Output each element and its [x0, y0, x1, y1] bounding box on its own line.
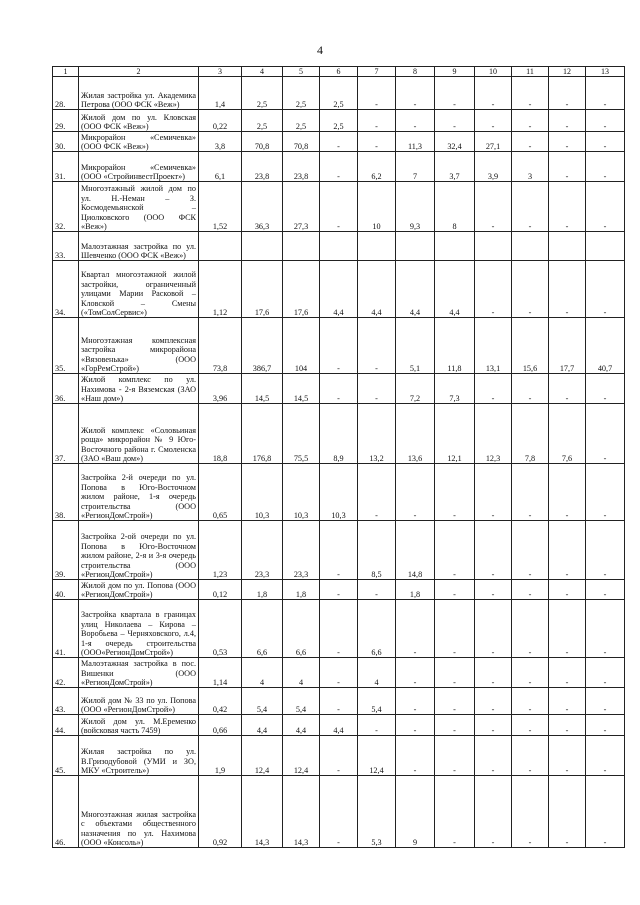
- table-row: [53, 736, 625, 776]
- table-row: [53, 464, 625, 521]
- object-name: Жилой дом № 33 по ул. Попова (ООО «РегионДомСтрой»): [79, 688, 199, 715]
- row-number: 33.: [53, 232, 79, 261]
- value-cell: 7,8: [512, 404, 549, 464]
- column-header: 2: [79, 67, 199, 77]
- table-row: [53, 261, 625, 318]
- object-name: Жилой дом по ул. Кловская (ООО ФСК «Веж»): [79, 110, 199, 132]
- value-cell: 8: [435, 182, 475, 232]
- value-cell: -: [512, 374, 549, 404]
- value-cell: 75,5: [283, 404, 320, 464]
- value-cell: [475, 232, 512, 261]
- value-cell: -: [320, 688, 358, 715]
- value-cell: -: [475, 464, 512, 521]
- row-number: 38.: [53, 464, 79, 521]
- value-cell: 12,4: [358, 736, 396, 776]
- row-number: 37.: [53, 404, 79, 464]
- value-cell: 11,3: [396, 132, 435, 152]
- value-cell: 1,8: [283, 580, 320, 600]
- value-cell: -: [358, 110, 396, 132]
- value-cell: 1,8: [242, 580, 283, 600]
- value-cell: -: [512, 110, 549, 132]
- value-cell: -: [320, 152, 358, 182]
- column-header: 4: [242, 67, 283, 77]
- table-row: [53, 658, 625, 688]
- row-number: 28.: [53, 77, 79, 110]
- value-cell: 2,5: [283, 77, 320, 110]
- column-header: 5: [283, 67, 320, 77]
- value-cell: 23,8: [242, 152, 283, 182]
- value-cell: 27,3: [283, 182, 320, 232]
- value-cell: -: [549, 776, 586, 848]
- value-cell: [358, 232, 396, 261]
- value-cell: 5,4: [242, 688, 283, 715]
- value-cell: 0,92: [199, 776, 242, 848]
- value-cell: -: [586, 776, 625, 848]
- value-cell: 0,53: [199, 600, 242, 658]
- value-cell: 1,12: [199, 261, 242, 318]
- value-cell: 6,6: [242, 600, 283, 658]
- value-cell: -: [358, 77, 396, 110]
- table-row: [53, 600, 625, 658]
- value-cell: -: [475, 776, 512, 848]
- value-cell: [549, 232, 586, 261]
- value-cell: -: [475, 182, 512, 232]
- value-cell: 7,3: [435, 374, 475, 404]
- column-header: 3: [199, 67, 242, 77]
- column-header: 1: [53, 67, 79, 77]
- page-number: 4: [317, 43, 323, 57]
- value-cell: -: [396, 688, 435, 715]
- value-cell: 4,4: [435, 261, 475, 318]
- value-cell: -: [512, 580, 549, 600]
- row-number: 39.: [53, 521, 79, 580]
- value-cell: -: [320, 776, 358, 848]
- value-cell: 23,3: [283, 521, 320, 580]
- table-row: [53, 715, 625, 736]
- value-cell: 17,6: [283, 261, 320, 318]
- value-cell: 104: [283, 318, 320, 374]
- value-cell: -: [586, 521, 625, 580]
- value-cell: -: [435, 715, 475, 736]
- value-cell: -: [586, 600, 625, 658]
- value-cell: -: [435, 776, 475, 848]
- value-cell: -: [586, 374, 625, 404]
- value-cell: 4: [283, 658, 320, 688]
- value-cell: -: [435, 736, 475, 776]
- value-cell: -: [549, 374, 586, 404]
- value-cell: -: [549, 658, 586, 688]
- value-cell: 14,8: [396, 521, 435, 580]
- value-cell: -: [549, 521, 586, 580]
- value-cell: -: [358, 580, 396, 600]
- value-cell: -: [396, 715, 435, 736]
- table-row: [53, 776, 625, 848]
- object-name: Многоэтажная жилая застройка с объектами общественного назначения по ул. Нахимова (ООО «Консоль»): [79, 776, 199, 848]
- row-number: 32.: [53, 182, 79, 232]
- value-cell: 14,5: [283, 374, 320, 404]
- value-cell: 17,7: [549, 318, 586, 374]
- table-row: [53, 182, 625, 232]
- value-cell: -: [512, 132, 549, 152]
- value-cell: -: [320, 132, 358, 152]
- value-cell: -: [512, 182, 549, 232]
- value-cell: 4: [358, 658, 396, 688]
- value-cell: -: [435, 580, 475, 600]
- value-cell: -: [512, 736, 549, 776]
- value-cell: -: [549, 132, 586, 152]
- value-cell: 23,3: [242, 521, 283, 580]
- value-cell: -: [512, 715, 549, 736]
- value-cell: 36,3: [242, 182, 283, 232]
- value-cell: 5,4: [358, 688, 396, 715]
- column-header: 13: [586, 67, 625, 77]
- value-cell: 18,8: [199, 404, 242, 464]
- value-cell: -: [549, 715, 586, 736]
- value-cell: -: [435, 658, 475, 688]
- value-cell: 4,4: [396, 261, 435, 318]
- row-number: 35.: [53, 318, 79, 374]
- value-cell: 6,6: [283, 600, 320, 658]
- value-cell: -: [435, 77, 475, 110]
- table-body: [53, 77, 625, 848]
- value-cell: 4: [242, 658, 283, 688]
- value-cell: 4,4: [242, 715, 283, 736]
- value-cell: -: [396, 77, 435, 110]
- row-number: 34.: [53, 261, 79, 318]
- value-cell: -: [435, 521, 475, 580]
- value-cell: -: [475, 77, 512, 110]
- value-cell: -: [320, 580, 358, 600]
- object-name: Микрорайон «Семичевка» (ООО ФСК «Веж»): [79, 132, 199, 152]
- value-cell: -: [358, 464, 396, 521]
- value-cell: -: [475, 521, 512, 580]
- value-cell: 4,4: [320, 261, 358, 318]
- object-name: Жилой комплекс «Соловьиная роща» микрорайон № 9 Юго-Восточного района г. Смоленска (ЗАО «Ваш дом»): [79, 404, 199, 464]
- value-cell: 15,6: [512, 318, 549, 374]
- value-cell: -: [586, 715, 625, 736]
- value-cell: -: [586, 261, 625, 318]
- value-cell: -: [512, 688, 549, 715]
- value-cell: 40,7: [586, 318, 625, 374]
- value-cell: 14,5: [242, 374, 283, 404]
- row-number: 30.: [53, 132, 79, 152]
- value-cell: 70,8: [283, 132, 320, 152]
- row-number: 42.: [53, 658, 79, 688]
- value-cell: 0,22: [199, 110, 242, 132]
- value-cell: -: [512, 658, 549, 688]
- object-name: Жилой комплекс по ул. Нахимова - 2-я Вяземская (ЗАО «Наш дом»): [79, 374, 199, 404]
- value-cell: -: [549, 182, 586, 232]
- object-name: Застройка 2-й очереди по ул. Попова в Юго-Восточном жилом районе, 1-я очередь строительства (ООО «РегионДомСтрой»): [79, 464, 199, 521]
- row-number: 29.: [53, 110, 79, 132]
- value-cell: 0,12: [199, 580, 242, 600]
- value-cell: 4,4: [358, 261, 396, 318]
- value-cell: -: [586, 580, 625, 600]
- value-cell: -: [586, 77, 625, 110]
- object-name: Малоэтажная застройка в пос. Вишенки (ООО «РегионДомСтрой»): [79, 658, 199, 688]
- value-cell: [512, 232, 549, 261]
- value-cell: 3,96: [199, 374, 242, 404]
- value-cell: -: [475, 736, 512, 776]
- table-row: [53, 152, 625, 182]
- value-cell: 4,4: [283, 715, 320, 736]
- table-row: [53, 521, 625, 580]
- value-cell: 12,4: [242, 736, 283, 776]
- value-cell: 5,4: [283, 688, 320, 715]
- row-number: 45.: [53, 736, 79, 776]
- value-cell: 3,8: [199, 132, 242, 152]
- value-cell: -: [586, 464, 625, 521]
- value-cell: -: [549, 580, 586, 600]
- value-cell: 7,2: [396, 374, 435, 404]
- value-cell: 0,65: [199, 464, 242, 521]
- value-cell: -: [586, 152, 625, 182]
- value-cell: 1,23: [199, 521, 242, 580]
- value-cell: -: [475, 580, 512, 600]
- object-name: Застройка квартала в границах улиц Николаева – Кирова – Воробьева – Черняховского, л.4, 1-я очередь строительства (ООО«РегионДомСтрой»): [79, 600, 199, 658]
- column-header: 8: [396, 67, 435, 77]
- value-cell: 9,3: [396, 182, 435, 232]
- value-cell: 10,3: [283, 464, 320, 521]
- value-cell: 6,6: [358, 600, 396, 658]
- value-cell: 32,4: [435, 132, 475, 152]
- table-row: [53, 318, 625, 374]
- value-cell: -: [475, 261, 512, 318]
- value-cell: -: [320, 374, 358, 404]
- value-cell: 2,5: [320, 77, 358, 110]
- value-cell: 12,1: [435, 404, 475, 464]
- value-cell: -: [358, 132, 396, 152]
- value-cell: 6,2: [358, 152, 396, 182]
- value-cell: 23,8: [283, 152, 320, 182]
- value-cell: [586, 232, 625, 261]
- value-cell: -: [320, 182, 358, 232]
- row-number: 41.: [53, 600, 79, 658]
- value-cell: 4,4: [320, 715, 358, 736]
- table-row: [53, 404, 625, 464]
- value-cell: -: [512, 77, 549, 110]
- value-cell: -: [320, 521, 358, 580]
- column-header: 6: [320, 67, 358, 77]
- value-cell: -: [475, 658, 512, 688]
- value-cell: 10: [358, 182, 396, 232]
- value-cell: 0,66: [199, 715, 242, 736]
- value-cell: -: [549, 688, 586, 715]
- value-cell: 13,2: [358, 404, 396, 464]
- row-number: 43.: [53, 688, 79, 715]
- value-cell: 13,6: [396, 404, 435, 464]
- value-cell: 73,8: [199, 318, 242, 374]
- value-cell: 10,3: [242, 464, 283, 521]
- value-cell: -: [320, 736, 358, 776]
- value-cell: 1,52: [199, 182, 242, 232]
- value-cell: 27,1: [475, 132, 512, 152]
- row-number: 44.: [53, 715, 79, 736]
- value-cell: 1,14: [199, 658, 242, 688]
- value-cell: [242, 232, 283, 261]
- object-name: Жилая застройка ул. Академика Петрова (ООО ФСК «Веж»): [79, 77, 199, 110]
- value-cell: -: [586, 688, 625, 715]
- value-cell: 7,6: [549, 404, 586, 464]
- value-cell: -: [586, 736, 625, 776]
- value-cell: [435, 232, 475, 261]
- value-cell: -: [475, 688, 512, 715]
- value-cell: -: [586, 404, 625, 464]
- value-cell: -: [549, 464, 586, 521]
- value-cell: -: [396, 658, 435, 688]
- value-cell: 2,5: [283, 110, 320, 132]
- value-cell: 6,1: [199, 152, 242, 182]
- value-cell: 176,8: [242, 404, 283, 464]
- column-header: 10: [475, 67, 512, 77]
- value-cell: -: [358, 374, 396, 404]
- table-row: [53, 232, 625, 261]
- value-cell: 1,9: [199, 736, 242, 776]
- column-header: 9: [435, 67, 475, 77]
- value-cell: -: [586, 132, 625, 152]
- value-cell: -: [396, 464, 435, 521]
- object-name: Жилая застройка по ул. В.Гризодубовой (УМИ и ЗО, МКУ «Строитель»): [79, 736, 199, 776]
- object-name: Микрорайон «Семичевка» (ООО «СтройинвестПроект»): [79, 152, 199, 182]
- value-cell: -: [396, 600, 435, 658]
- value-cell: 1,4: [199, 77, 242, 110]
- value-cell: 13,1: [475, 318, 512, 374]
- table-row: [53, 77, 625, 110]
- column-header: 11: [512, 67, 549, 77]
- table-row: [53, 374, 625, 404]
- value-cell: 10,3: [320, 464, 358, 521]
- value-cell: -: [358, 318, 396, 374]
- value-cell: -: [549, 110, 586, 132]
- header-row: [53, 67, 625, 77]
- value-cell: -: [549, 261, 586, 318]
- object-name: Многоэтажная комплексная застройка микрорайона «Вязовенька» (ООО «ГорРемСтрой»): [79, 318, 199, 374]
- object-name: Квартал многоэтажной жилой застройки, ограниченный улицами Марии Расковой – Кловской – Смены («ТомСолСервис»): [79, 261, 199, 318]
- value-cell: -: [549, 600, 586, 658]
- column-header: 7: [358, 67, 396, 77]
- value-cell: 12,4: [283, 736, 320, 776]
- object-name: Многоэтажный жилой дом по ул. Н.-Неман – З. Космодемьянской – Циолковского (ООО ФСК «Веж»): [79, 182, 199, 232]
- value-cell: -: [512, 261, 549, 318]
- value-cell: -: [512, 776, 549, 848]
- value-cell: 8,9: [320, 404, 358, 464]
- table-row: [53, 110, 625, 132]
- value-cell: -: [320, 318, 358, 374]
- value-cell: [199, 232, 242, 261]
- value-cell: -: [512, 464, 549, 521]
- value-cell: [396, 232, 435, 261]
- value-cell: 17,6: [242, 261, 283, 318]
- value-cell: 11,8: [435, 318, 475, 374]
- table-row: [53, 580, 625, 600]
- row-number: 46.: [53, 776, 79, 848]
- value-cell: 5,3: [358, 776, 396, 848]
- data-table: [52, 66, 625, 848]
- value-cell: 7: [396, 152, 435, 182]
- value-cell: 14,3: [242, 776, 283, 848]
- value-cell: -: [475, 715, 512, 736]
- object-name: Жилой дом по ул. Попова (ООО «РегионДомСтрой»): [79, 580, 199, 600]
- value-cell: -: [586, 110, 625, 132]
- value-cell: -: [396, 110, 435, 132]
- value-cell: 3,7: [435, 152, 475, 182]
- value-cell: -: [549, 77, 586, 110]
- value-cell: 2,5: [242, 110, 283, 132]
- value-cell: -: [358, 715, 396, 736]
- value-cell: -: [475, 110, 512, 132]
- object-name: Застройка 2-ой очереди по ул. Попова в Юго-Восточном жилом районе, 2-я и 3-я очередь строительства (ООО «РегионДомСтрой»): [79, 521, 199, 580]
- value-cell: -: [549, 736, 586, 776]
- value-cell: 8,5: [358, 521, 396, 580]
- value-cell: -: [435, 688, 475, 715]
- value-cell: 2,5: [320, 110, 358, 132]
- value-cell: -: [435, 600, 475, 658]
- value-cell: -: [475, 600, 512, 658]
- value-cell: 14,3: [283, 776, 320, 848]
- value-cell: -: [320, 658, 358, 688]
- object-name: Малоэтажная застройка по ул. Шевченко (ООО ФСК «Веж»): [79, 232, 199, 261]
- value-cell: -: [475, 374, 512, 404]
- row-number: 31.: [53, 152, 79, 182]
- value-cell: 9: [396, 776, 435, 848]
- value-cell: -: [320, 600, 358, 658]
- value-cell: 2,5: [242, 77, 283, 110]
- value-cell: -: [435, 464, 475, 521]
- value-cell: 3: [512, 152, 549, 182]
- row-number: 40.: [53, 580, 79, 600]
- value-cell: -: [435, 110, 475, 132]
- value-cell: [320, 232, 358, 261]
- value-cell: 0,42: [199, 688, 242, 715]
- value-cell: -: [512, 521, 549, 580]
- value-cell: -: [586, 658, 625, 688]
- value-cell: -: [396, 736, 435, 776]
- object-name: Жилой дом ул. М.Еременко (войсковая часть 7459): [79, 715, 199, 736]
- table-row: [53, 132, 625, 152]
- value-cell: -: [512, 600, 549, 658]
- value-cell: 12,3: [475, 404, 512, 464]
- row-number: 36.: [53, 374, 79, 404]
- value-cell: 5,1: [396, 318, 435, 374]
- value-cell: -: [549, 152, 586, 182]
- value-cell: -: [586, 182, 625, 232]
- value-cell: 1,8: [396, 580, 435, 600]
- table-row: [53, 688, 625, 715]
- value-cell: 70,8: [242, 132, 283, 152]
- value-cell: 386,7: [242, 318, 283, 374]
- value-cell: 3,9: [475, 152, 512, 182]
- column-header: 12: [549, 67, 586, 77]
- value-cell: [283, 232, 320, 261]
